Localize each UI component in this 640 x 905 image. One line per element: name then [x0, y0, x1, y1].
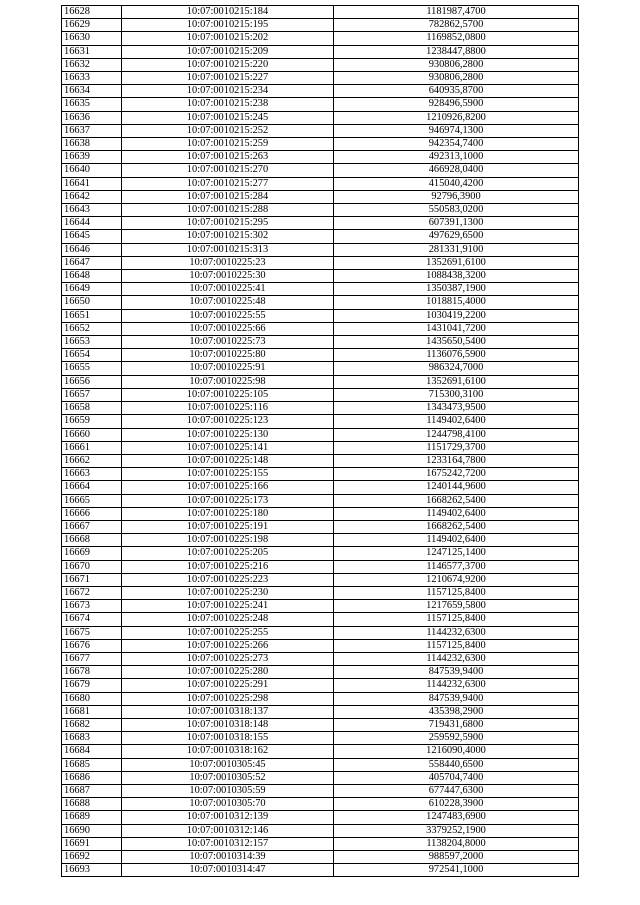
cadastral-number-cell: 10:07:0010225:123 — [122, 415, 334, 428]
value-cell: 928496,5900 — [334, 98, 579, 111]
row-number-cell: 16682 — [62, 718, 122, 731]
table-row — [62, 441, 579, 454]
value-cell: 1088438,3200 — [334, 270, 579, 283]
cadastral-number-cell: 10:07:0010215:184 — [122, 6, 334, 19]
value-cell: 1146577,3700 — [334, 560, 579, 573]
value-cell: 1149402,6400 — [334, 415, 579, 428]
cadastral-number-cell: 10:07:0010225:166 — [122, 481, 334, 494]
cadastral-number-cell: 10:07:0010225:141 — [122, 441, 334, 454]
table-row — [62, 652, 579, 665]
row-number-cell: 16646 — [62, 243, 122, 256]
value-cell: 640935,8700 — [334, 85, 579, 98]
cadastral-number-cell: 10:07:0010318:162 — [122, 745, 334, 758]
row-number-cell: 16629 — [62, 19, 122, 32]
table-row — [62, 32, 579, 45]
table-row — [62, 124, 579, 137]
row-number-cell: 16659 — [62, 415, 122, 428]
table-row — [62, 402, 579, 415]
value-cell: 1233164,7800 — [334, 454, 579, 467]
row-number-cell: 16641 — [62, 177, 122, 190]
table-row — [62, 217, 579, 230]
row-number-cell: 16671 — [62, 573, 122, 586]
cadastral-number-cell: 10:07:0010225:205 — [122, 547, 334, 560]
value-cell: 1343473,9500 — [334, 402, 579, 415]
row-number-cell: 16642 — [62, 190, 122, 203]
value-cell: 986324,7000 — [334, 362, 579, 375]
cadastral-number-cell: 10:07:0010225:23 — [122, 256, 334, 269]
table-row — [62, 837, 579, 850]
row-number-cell: 16686 — [62, 771, 122, 784]
value-cell: 1018815,4000 — [334, 296, 579, 309]
table-row — [62, 613, 579, 626]
value-cell: 1030419,2200 — [334, 309, 579, 322]
cadastral-number-cell: 10:07:0010225:30 — [122, 270, 334, 283]
table-row — [62, 177, 579, 190]
table-row — [62, 85, 579, 98]
table-row — [62, 270, 579, 283]
cadastral-number-cell: 10:07:0010318:155 — [122, 732, 334, 745]
cadastral-number-cell: 10:07:0010215:288 — [122, 204, 334, 217]
value-cell: 558440,6500 — [334, 758, 579, 771]
value-cell: 92796,3900 — [334, 190, 579, 203]
value-cell: 3379252,1900 — [334, 824, 579, 837]
cadastral-number-cell: 10:07:0010215:202 — [122, 32, 334, 45]
table-row — [62, 692, 579, 705]
table-row — [62, 6, 579, 19]
table-row — [62, 547, 579, 560]
row-number-cell: 16643 — [62, 204, 122, 217]
value-cell: 1169852,0800 — [334, 32, 579, 45]
table-row — [62, 415, 579, 428]
table-row — [62, 771, 579, 784]
cadastral-number-cell: 10:07:0010225:291 — [122, 679, 334, 692]
value-cell: 607391,1300 — [334, 217, 579, 230]
cadastral-number-cell: 10:07:0010215:252 — [122, 124, 334, 137]
row-number-cell: 16692 — [62, 851, 122, 864]
table-row — [62, 798, 579, 811]
table-row — [62, 758, 579, 771]
row-number-cell: 16635 — [62, 98, 122, 111]
value-cell: 946974,1300 — [334, 124, 579, 137]
table-row — [62, 336, 579, 349]
cadastral-number-cell: 10:07:0010215:195 — [122, 19, 334, 32]
table-row — [62, 718, 579, 731]
row-number-cell: 16633 — [62, 72, 122, 85]
row-number-cell: 16687 — [62, 784, 122, 797]
row-number-cell: 16675 — [62, 626, 122, 639]
cadastral-number-cell: 10:07:0010312:146 — [122, 824, 334, 837]
row-number-cell: 16660 — [62, 428, 122, 441]
value-cell: 1240144,9600 — [334, 481, 579, 494]
row-number-cell: 16650 — [62, 296, 122, 309]
row-number-cell: 16648 — [62, 270, 122, 283]
table-row — [62, 322, 579, 335]
row-number-cell: 16663 — [62, 468, 122, 481]
value-cell: 1136076,5900 — [334, 349, 579, 362]
value-cell: 1238447,8800 — [334, 45, 579, 58]
value-cell: 1247483,6900 — [334, 811, 579, 824]
value-cell: 1157125,8400 — [334, 613, 579, 626]
row-number-cell: 16669 — [62, 547, 122, 560]
row-number-cell: 16651 — [62, 309, 122, 322]
cadastral-number-cell: 10:07:0010305:45 — [122, 758, 334, 771]
value-cell: 1217659,5800 — [334, 600, 579, 613]
value-cell: 259592,5900 — [334, 732, 579, 745]
value-cell: 1435650,5400 — [334, 336, 579, 349]
cadastral-number-cell: 10:07:0010225:273 — [122, 652, 334, 665]
cadastral-number-cell: 10:07:0010225:248 — [122, 613, 334, 626]
table-row — [62, 19, 579, 32]
cadastral-number-cell: 10:07:0010215:209 — [122, 45, 334, 58]
row-number-cell: 16655 — [62, 362, 122, 375]
table-row — [62, 639, 579, 652]
table-row — [62, 349, 579, 362]
cadastral-number-cell: 10:07:0010318:148 — [122, 718, 334, 731]
value-cell: 1144232,6300 — [334, 679, 579, 692]
row-number-cell: 16691 — [62, 837, 122, 850]
cadastral-number-cell: 10:07:0010225:255 — [122, 626, 334, 639]
row-number-cell: 16656 — [62, 375, 122, 388]
value-cell: 1675242,7200 — [334, 468, 579, 481]
value-cell: 1157125,8400 — [334, 586, 579, 599]
value-cell: 1144232,6300 — [334, 626, 579, 639]
row-number-cell: 16653 — [62, 336, 122, 349]
cadastral-value-table — [61, 5, 579, 877]
table-row — [62, 560, 579, 573]
cadastral-number-cell: 10:07:0010225:280 — [122, 666, 334, 679]
cadastral-number-cell: 10:07:0010215:295 — [122, 217, 334, 230]
value-cell: 1157125,8400 — [334, 639, 579, 652]
value-cell: 715300,3100 — [334, 388, 579, 401]
cadastral-number-cell: 10:07:0010225:216 — [122, 560, 334, 573]
value-cell: 1668262,5400 — [334, 520, 579, 533]
table-row — [62, 534, 579, 547]
row-number-cell: 16634 — [62, 85, 122, 98]
value-cell: 1181987,4700 — [334, 6, 579, 19]
table-row — [62, 190, 579, 203]
row-number-cell: 16664 — [62, 481, 122, 494]
cadastral-number-cell: 10:07:0010225:266 — [122, 639, 334, 652]
row-number-cell: 16640 — [62, 164, 122, 177]
cadastral-number-cell: 10:07:0010225:66 — [122, 322, 334, 335]
table-row — [62, 230, 579, 243]
row-number-cell: 16678 — [62, 666, 122, 679]
table-row — [62, 811, 579, 824]
value-cell: 1352691,6100 — [334, 375, 579, 388]
cadastral-number-cell: 10:07:0010215:245 — [122, 111, 334, 124]
value-cell: 435398,2900 — [334, 705, 579, 718]
row-number-cell: 16676 — [62, 639, 122, 652]
row-number-cell: 16684 — [62, 745, 122, 758]
cadastral-number-cell: 10:07:0010305:52 — [122, 771, 334, 784]
value-cell: 1431041,7200 — [334, 322, 579, 335]
table-row — [62, 573, 579, 586]
table-row — [62, 481, 579, 494]
value-cell: 782862,5700 — [334, 19, 579, 32]
table-row — [62, 732, 579, 745]
table-row — [62, 851, 579, 864]
value-cell: 466928,0400 — [334, 164, 579, 177]
cadastral-number-cell: 10:07:0010215:227 — [122, 72, 334, 85]
cadastral-number-cell: 10:07:0010215:220 — [122, 58, 334, 71]
value-cell: 930806,2800 — [334, 58, 579, 71]
row-number-cell: 16666 — [62, 507, 122, 520]
cadastral-number-cell: 10:07:0010225:298 — [122, 692, 334, 705]
row-number-cell: 16628 — [62, 6, 122, 19]
row-number-cell: 16649 — [62, 283, 122, 296]
row-number-cell: 16661 — [62, 441, 122, 454]
table-row — [62, 494, 579, 507]
table-row — [62, 745, 579, 758]
value-cell: 677447,6300 — [334, 784, 579, 797]
value-cell: 1668262,5400 — [334, 494, 579, 507]
cadastral-number-cell: 10:07:0010215:277 — [122, 177, 334, 190]
cadastral-number-cell: 10:07:0010314:47 — [122, 864, 334, 877]
value-cell: 847539,9400 — [334, 692, 579, 705]
value-cell: 942354,7400 — [334, 138, 579, 151]
row-number-cell: 16665 — [62, 494, 122, 507]
value-cell: 550583,0200 — [334, 204, 579, 217]
cadastral-number-cell: 10:07:0010318:137 — [122, 705, 334, 718]
table-row — [62, 164, 579, 177]
table-row — [62, 72, 579, 85]
table-row — [62, 204, 579, 217]
row-number-cell: 16685 — [62, 758, 122, 771]
cadastral-number-cell: 10:07:0010225:48 — [122, 296, 334, 309]
table-row — [62, 362, 579, 375]
table-row — [62, 705, 579, 718]
value-cell: 930806,2800 — [334, 72, 579, 85]
row-number-cell: 16674 — [62, 613, 122, 626]
row-number-cell: 16637 — [62, 124, 122, 137]
table-row — [62, 98, 579, 111]
table-row — [62, 309, 579, 322]
table-row — [62, 468, 579, 481]
value-cell: 1138204,8000 — [334, 837, 579, 850]
row-number-cell: 16668 — [62, 534, 122, 547]
row-number-cell: 16644 — [62, 217, 122, 230]
value-cell: 719431,6800 — [334, 718, 579, 731]
row-number-cell: 16677 — [62, 652, 122, 665]
row-number-cell: 16662 — [62, 454, 122, 467]
row-number-cell: 16630 — [62, 32, 122, 45]
row-number-cell: 16689 — [62, 811, 122, 824]
table-row — [62, 864, 579, 877]
row-number-cell: 16638 — [62, 138, 122, 151]
cadastral-number-cell: 10:07:0010225:155 — [122, 468, 334, 481]
table-row — [62, 784, 579, 797]
value-cell: 415040,4200 — [334, 177, 579, 190]
table-row — [62, 600, 579, 613]
cadastral-number-cell: 10:07:0010312:139 — [122, 811, 334, 824]
table-row — [62, 824, 579, 837]
value-cell: 1149402,6400 — [334, 534, 579, 547]
table-row — [62, 111, 579, 124]
value-cell: 281331,9100 — [334, 243, 579, 256]
table-row — [62, 283, 579, 296]
cadastral-number-cell: 10:07:0010225:130 — [122, 428, 334, 441]
cadastral-number-cell: 10:07:0010225:55 — [122, 309, 334, 322]
cadastral-number-cell: 10:07:0010215:234 — [122, 85, 334, 98]
table-row — [62, 520, 579, 533]
value-cell: 1352691,6100 — [334, 256, 579, 269]
cadastral-number-cell: 10:07:0010215:270 — [122, 164, 334, 177]
cadastral-number-cell: 10:07:0010215:238 — [122, 98, 334, 111]
cadastral-number-cell: 10:07:0010215:263 — [122, 151, 334, 164]
row-number-cell: 16673 — [62, 600, 122, 613]
value-cell: 1210674,9200 — [334, 573, 579, 586]
table-row — [62, 454, 579, 467]
cadastral-number-cell: 10:07:0010225:223 — [122, 573, 334, 586]
table-row — [62, 45, 579, 58]
cadastral-number-cell: 10:07:0010225:98 — [122, 375, 334, 388]
cadastral-number-cell: 10:07:0010225:173 — [122, 494, 334, 507]
table-row — [62, 679, 579, 692]
row-number-cell: 16652 — [62, 322, 122, 335]
row-number-cell: 16693 — [62, 864, 122, 877]
value-cell: 847539,9400 — [334, 666, 579, 679]
value-cell: 1350387,1900 — [334, 283, 579, 296]
table-row — [62, 507, 579, 520]
cadastral-number-cell: 10:07:0010225:73 — [122, 336, 334, 349]
cadastral-number-cell: 10:07:0010225:230 — [122, 586, 334, 599]
row-number-cell: 16680 — [62, 692, 122, 705]
cadastral-number-cell: 10:07:0010225:41 — [122, 283, 334, 296]
table-body — [62, 6, 579, 877]
table-row — [62, 256, 579, 269]
table-row — [62, 586, 579, 599]
value-cell: 497629,6500 — [334, 230, 579, 243]
cadastral-number-cell: 10:07:0010225:198 — [122, 534, 334, 547]
cadastral-number-cell: 10:07:0010314:39 — [122, 851, 334, 864]
cadastral-number-cell: 10:07:0010225:80 — [122, 349, 334, 362]
row-number-cell: 16647 — [62, 256, 122, 269]
row-number-cell: 16645 — [62, 230, 122, 243]
table-row — [62, 151, 579, 164]
value-cell: 1144232,6300 — [334, 652, 579, 665]
value-cell: 1244798,4100 — [334, 428, 579, 441]
cadastral-number-cell: 10:07:0010225:180 — [122, 507, 334, 520]
row-number-cell: 16631 — [62, 45, 122, 58]
cadastral-number-cell: 10:07:0010305:59 — [122, 784, 334, 797]
table-row — [62, 296, 579, 309]
cadastral-number-cell: 10:07:0010225:241 — [122, 600, 334, 613]
cadastral-number-cell: 10:07:0010215:302 — [122, 230, 334, 243]
table-row — [62, 138, 579, 151]
cadastral-number-cell: 10:07:0010215:284 — [122, 190, 334, 203]
row-number-cell: 16667 — [62, 520, 122, 533]
row-number-cell: 16679 — [62, 679, 122, 692]
row-number-cell: 16654 — [62, 349, 122, 362]
value-cell: 405704,7400 — [334, 771, 579, 784]
row-number-cell: 16688 — [62, 798, 122, 811]
table-row — [62, 243, 579, 256]
value-cell: 1247125,1400 — [334, 547, 579, 560]
value-cell: 972541,1000 — [334, 864, 579, 877]
cadastral-number-cell: 10:07:0010305:70 — [122, 798, 334, 811]
cadastral-number-cell: 10:07:0010225:191 — [122, 520, 334, 533]
cadastral-number-cell: 10:07:0010225:148 — [122, 454, 334, 467]
row-number-cell: 16639 — [62, 151, 122, 164]
cadastral-number-cell: 10:07:0010215:259 — [122, 138, 334, 151]
row-number-cell: 16670 — [62, 560, 122, 573]
value-cell: 1149402,6400 — [334, 507, 579, 520]
row-number-cell: 16681 — [62, 705, 122, 718]
table-row — [62, 666, 579, 679]
value-cell: 1210926,8200 — [334, 111, 579, 124]
table-row — [62, 58, 579, 71]
row-number-cell: 16690 — [62, 824, 122, 837]
cadastral-number-cell: 10:07:0010225:91 — [122, 362, 334, 375]
table-row — [62, 375, 579, 388]
value-cell: 1151729,3700 — [334, 441, 579, 454]
cadastral-number-cell: 10:07:0010225:116 — [122, 402, 334, 415]
table-row — [62, 428, 579, 441]
value-cell: 610228,3900 — [334, 798, 579, 811]
row-number-cell: 16632 — [62, 58, 122, 71]
value-cell: 988597,2000 — [334, 851, 579, 864]
cadastral-number-cell: 10:07:0010215:313 — [122, 243, 334, 256]
value-cell: 492313,1000 — [334, 151, 579, 164]
row-number-cell: 16658 — [62, 402, 122, 415]
row-number-cell: 16657 — [62, 388, 122, 401]
row-number-cell: 16636 — [62, 111, 122, 124]
table-row — [62, 626, 579, 639]
row-number-cell: 16672 — [62, 586, 122, 599]
cadastral-number-cell: 10:07:0010225:105 — [122, 388, 334, 401]
cadastral-number-cell: 10:07:0010312:157 — [122, 837, 334, 850]
table-row — [62, 388, 579, 401]
row-number-cell: 16683 — [62, 732, 122, 745]
value-cell: 1216090,4000 — [334, 745, 579, 758]
